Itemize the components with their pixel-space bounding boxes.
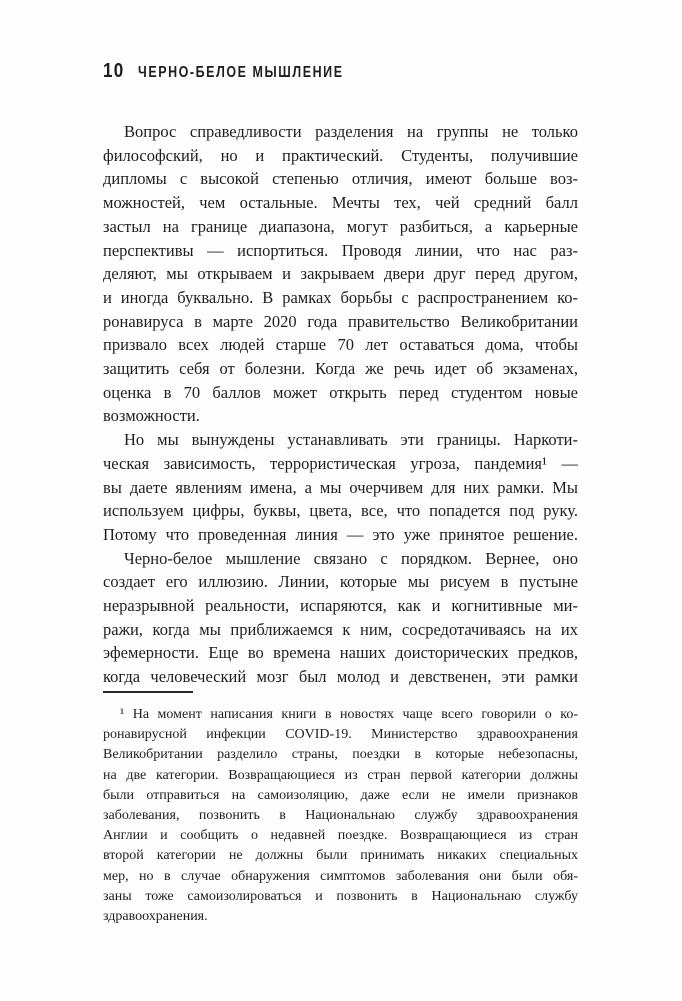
text-line: перспективы — испортиться. Проводя линии, что нас раз- xyxy=(103,240,578,260)
text-line: Великобритании разделило страны, поездки в которые небезопасны, xyxy=(103,747,578,763)
text-line: здравоохранения. xyxy=(103,909,208,925)
text-line: заны тоже самоизолироваться и позвонить в Национальнаю службу xyxy=(103,888,578,904)
text-line: были отправиться на самоизоляцию, даже если не имели признаков xyxy=(103,787,578,803)
body-text xyxy=(103,120,578,689)
text-line: философский, но и практический. Студенты, получившие xyxy=(103,145,578,165)
text-line: ¹ На момент написания книги в новостях чаще всего говорили о ко- xyxy=(120,707,578,722)
paragraph xyxy=(103,120,578,428)
text-line: призвало всех людей старше 70 лет оставаться дома, чтобы xyxy=(103,335,578,355)
footnote xyxy=(103,691,578,927)
footnote-text xyxy=(103,705,578,927)
text-line: неразрывной реальности, испаряются, как и когнитивные ми- xyxy=(103,596,578,616)
paragraph xyxy=(103,428,578,547)
page-header xyxy=(103,60,402,83)
text-line: возможности. xyxy=(103,406,200,426)
text-line: ронавируса в марте 2020 года правительство Великобритании xyxy=(103,311,578,331)
text-line: когда человеческий мозг был молод и девственен, эти рамки xyxy=(103,667,578,687)
text-line: деляют, мы открываем и закрываем двери друг перед другом, xyxy=(103,264,578,284)
text-line: на две категории. Возвращающиеся из стран первой категории должны xyxy=(103,767,578,783)
text-line: защитить себя от болезни. Когда же речь идет об экзаменах, xyxy=(103,359,578,379)
text-line: и иногда буквально. В рамках борьбы с распространением ко- xyxy=(103,287,578,307)
text-line: Вопрос справедливости разделения на группы не только xyxy=(124,122,578,141)
footnote-separator-rule xyxy=(103,691,193,693)
paragraph xyxy=(103,547,578,689)
text-line: Но мы вынуждены устанавливать эти границы. Наркоти- xyxy=(124,430,578,450)
text-line: используем цифры, буквы, цвета, все, что попадется под руку. xyxy=(103,501,578,521)
text-line: эфемерности. Еще во времена наших доисторических предков, xyxy=(103,643,578,663)
text-line: застыл на границе диапазона, могут разбиться, а карьерные xyxy=(103,216,578,236)
text-line: ражи, когда мы приближаемся к ним, сосредотачиваясь на их xyxy=(103,619,578,639)
text-line: оценка в 70 баллов может открыть перед студентом новые xyxy=(103,382,578,402)
text-line: Потому что проведенная линия — это уже принятое решение. xyxy=(103,524,578,544)
text-line: ронавирусной инфекции COVID-19. Министерство здравоохранения xyxy=(103,727,578,743)
page-number: 10 xyxy=(103,60,125,82)
text-line: второй категории не должны были принимать никаких специальных xyxy=(103,848,578,864)
text-line: мер, но в случае обнаружения симптомов заболевания они были обя- xyxy=(103,868,578,884)
running-title: ЧЕРНО-БЕЛОЕ МЫШЛЕНИЕ xyxy=(138,64,344,81)
text-line: Англии и сообщить о недавней поездке. Возвращающиеся из стран xyxy=(103,828,578,844)
text-line: вы даете явлениям имена, а мы очерчивем для них рамки. Мы xyxy=(103,477,578,497)
text-line: ческая зависимость, террористическая угроза, пандемия¹ — xyxy=(103,453,578,473)
text-line: дипломы с высокой степенью отличия, имеют больше воз- xyxy=(103,169,578,189)
text-line: можностей, чем остальные. Мечты тех, чей средний балл xyxy=(103,193,578,213)
text-line: заболевания, позвонить в Национальнаю службу здравоохранения xyxy=(103,808,578,824)
text-line: Черно-белое мышление связано с порядком. Вернее, оно xyxy=(124,548,578,568)
text-line: создает его иллюзию. Линии, которые мы рисуем в пустыне xyxy=(103,572,578,592)
